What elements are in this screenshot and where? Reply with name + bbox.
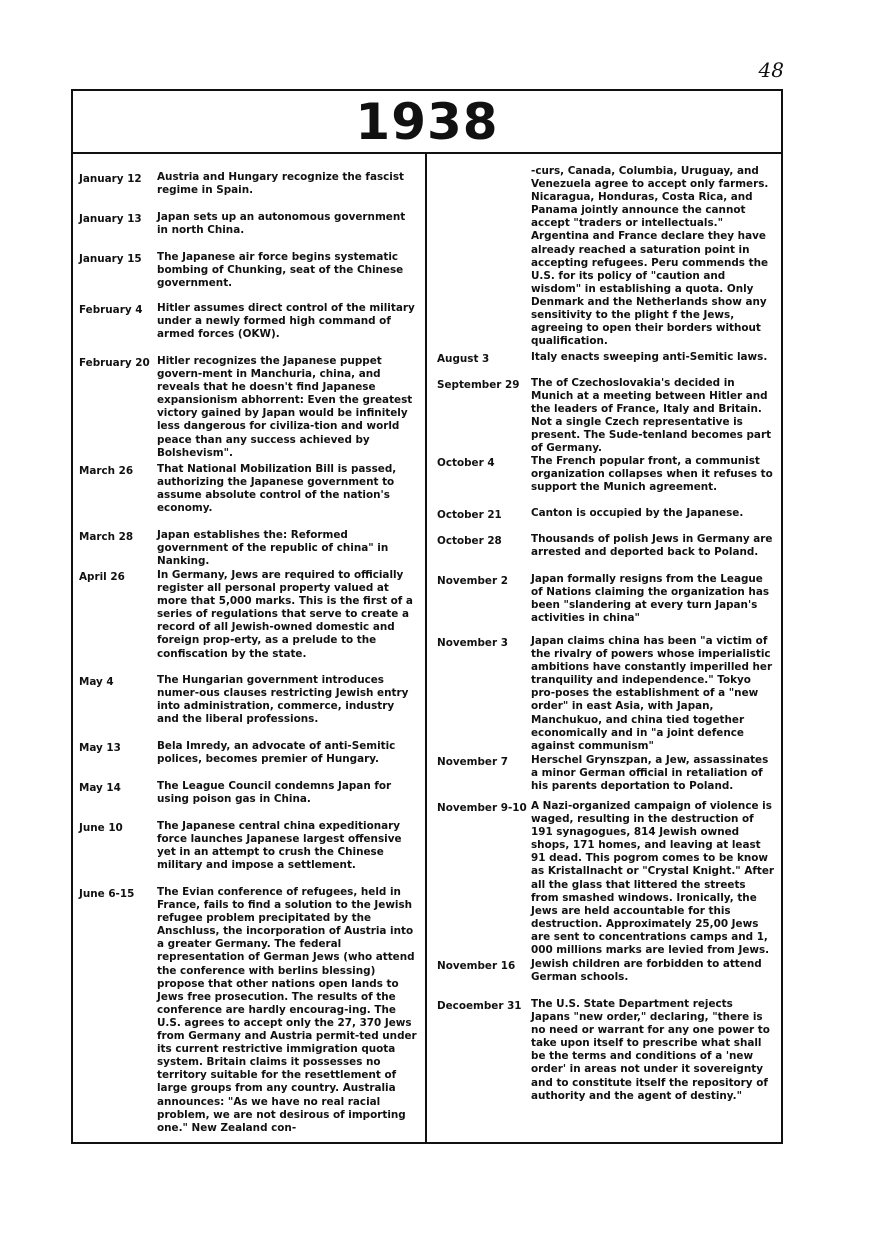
timeline-entry (79, 674, 419, 740)
entry-text: The Japanese central china expeditionary force launches Japanese largest offensive yet in an attempt to crush the Chinese military and impose a settlement. (157, 820, 402, 872)
entry-date: November 3 (437, 637, 508, 649)
timeline-entry (437, 533, 775, 573)
entry-text: A Nazi-organized campaign of violence is waged, resulting in the destruction of 191 synagogues, 814 Jewish owned shops, 171 homes, and leaving at least 91 dead. This pogrom comes to be know as Kristallnacht or "Crystal Knight." After all the glass that littered the streets from smashed windows. Ironically, the Jews are held accountable for this destruction. Approximately 25,00 Jews are sent to concentrations camps and 1, 000 millions marks are levied from Jews. (531, 800, 775, 957)
column-divider (425, 152, 427, 1142)
entry-date: April 26 (79, 571, 125, 583)
entry-text: Jewish children are forbidden to attend German schools. (531, 958, 762, 984)
entry-date: March 26 (79, 465, 134, 477)
entry-text: Herschel Grynszpan, a Jew, assassinates a minor German official in retaliation of his parents deportation to Poland. (531, 754, 769, 793)
entry-text: Japan establishes the: Reformed government of the republic of china" in Nanking. (157, 529, 389, 568)
timeline-entry (79, 820, 419, 886)
entry-text: That National Mobilization Bill is passed, authorizing the Japanese government to assume absolute control of the nation's economy. (157, 463, 397, 515)
entry-date: January 12 (79, 173, 142, 185)
entry-date: October 4 (437, 457, 495, 469)
timeline-entry (79, 529, 419, 569)
timeline-entry (79, 251, 419, 302)
entry-text: The League Council condemns Japan for using poison gas in China. (157, 780, 392, 806)
timeline-entry (437, 754, 775, 800)
entry-date: May 4 (79, 676, 114, 688)
timeline-entry (437, 573, 775, 635)
timeline-entry (437, 377, 775, 455)
timeline-entry (79, 463, 419, 529)
continued-text: -curs, Canada, Columbia, Uruguay, and Venezuela agree to accept only farmers. Nicaragua, Honduras, Costa Rica, and Panama jointly announce the cannot accept "traders or intellectuals." Argentina and France declare they have already reached a saturation point in accepting refugees. Peru commends the U.S. for its policy of "caution and wisdom" in establishing a quota. Only Denmark and the Netherlands show any sensitivity to the plight f the Jews, agreeing to open their borders without qualification. (531, 165, 769, 348)
timeline-entry (79, 171, 419, 211)
entry-text: Italy enacts sweeping anti-Semitic laws. (531, 351, 768, 363)
entry-date: Decoember 31 (437, 1000, 522, 1012)
entry-text: In Germany, Jews are required to officially register all personal property valued at more that 5,000 marks. This is the first of a series of regulations that serve to create a record of all Jewish-owned domestic and foreign prop-erty, as a prelude to the confiscation by the state. (157, 569, 413, 660)
entry-date: June 6-15 (79, 888, 135, 900)
entry-text: Hitler assumes direct control of the military under a newly formed high command of armed forces (OKW). (157, 302, 415, 341)
entry-text: The U.S. State Department rejects Japans "new order," declaring, "there is no need or warrant for any one power to take upon itself to prescribe what shall be the terms and conditions of a 'new order' in areas not under it sovereignty and to constitute itself the repository of authority and the agent of destiny." (531, 998, 770, 1102)
entry-text: Japan formally resigns from the League of Nations claiming the organization has been "slandering at every turn Japan's activities in china" (531, 573, 770, 625)
timeline-entry (437, 507, 775, 533)
entry-date: November 16 (437, 960, 516, 972)
timeline-entry (437, 800, 775, 958)
timeline-entry (437, 635, 775, 754)
entry-date: October 21 (437, 509, 502, 521)
entry-date: November 9-10 (437, 802, 527, 814)
entry-date: August 3 (437, 353, 490, 365)
entry-date: February 4 (79, 304, 143, 316)
entry-date: June 10 (79, 822, 123, 834)
entry-text: Hitler recognizes the Japanese puppet govern-ment in Manchuria, china, and reveals that he doesn't find Japanese expansionism abhorrent: Even the greatest victory gained by Japan would be infinitely less dangerous for civiliza-tion and world peace than any success achieved by Bolshevism". (157, 355, 413, 459)
left-column (79, 171, 419, 1135)
chronology-frame (71, 89, 783, 1144)
timeline-entry (79, 569, 419, 674)
timeline-entry (79, 886, 419, 1135)
year-title: 1938 (355, 93, 499, 151)
entry-text: The Japanese air force begins systematic bombing of Chunking, seat of the Chinese government. (157, 251, 404, 290)
title-band (73, 91, 781, 154)
right-column (437, 165, 775, 1103)
entry-date: November 2 (437, 575, 508, 587)
entry-text: Japan claims china has been "a victim of the rivalry of powers whose imperialistic ambitions have constantly imperilled her tranquility and independence." Tokyo pro-poses the establishment of a "new order" in east Asia, with Japan, Manchukuo, and china tied together economically and in "a joint defence against communism" (531, 635, 773, 752)
entry-text: Bela Imredy, an advocate of anti-Semitic polices, becomes premier of Hungary. (157, 740, 396, 766)
timeline-entry (437, 351, 775, 377)
entry-text: The of Czechoslovakia's decided in Munich at a meeting between Hitler and the leaders of France, Italy and Britain. Not a single Czech representative is present. The Sude-tenland becomes part of Germany. (531, 377, 772, 455)
entry-text: Thousands of polish Jews in Germany are arrested and deported back to Poland. (531, 533, 773, 559)
entry-date: January 15 (79, 253, 142, 265)
entry-date: January 13 (79, 213, 142, 225)
timeline-entry (79, 355, 419, 463)
entry-date: November 7 (437, 756, 508, 768)
entry-date: February 20 (79, 357, 150, 369)
timeline-entry (79, 740, 419, 780)
entry-date: May 13 (79, 742, 121, 754)
timeline-entry (79, 211, 419, 251)
entry-date: September 29 (437, 379, 520, 391)
timeline-entry (437, 958, 775, 998)
entry-text: The Hungarian government introduces numer-ous clauses restricting Jewish entry into administration, commerce, industry and the liberal professions. (157, 674, 409, 726)
page-number: 48 (758, 58, 784, 82)
entry-text: Canton is occupied by the Japanese. (531, 507, 744, 519)
timeline-entry (437, 998, 775, 1103)
timeline-entry (79, 780, 419, 820)
timeline-entry (437, 455, 775, 507)
entry-text: The Evian conference of refugees, held in France, fails to find a solution to the Jewish refugee problem precipitated by the Anschluss, the incorporation of Austria into a greater Germany. The federal representation of German Jews (who attend the conference with berlins blessing) propose that other nations open lands to Jews free prosecution. The results of the conference are hardly encourag-ing. The U.S. agrees to accept only the 27, 370 Jews from Germany and Austria permit-ted under its current restrictive immigration quota system. Britain claims it possesses no territory suitable for the resettlement of large groups from any country. Australia announces: "As we have no real racial problem, we are not desirous of importing one." New Zealand con- (157, 886, 417, 1134)
entry-text: The French popular front, a communist organization collapses when it refuses to support the Munich agreement. (531, 455, 773, 494)
entry-date: October 28 (437, 535, 502, 547)
entry-date: May 14 (79, 782, 121, 794)
entry-date: March 28 (79, 531, 134, 543)
timeline-entry (79, 302, 419, 355)
entry-text: Austria and Hungary recognize the fascist regime in Spain. (157, 171, 405, 197)
entry-text: Japan sets up an autonomous government in north China. (157, 211, 406, 237)
